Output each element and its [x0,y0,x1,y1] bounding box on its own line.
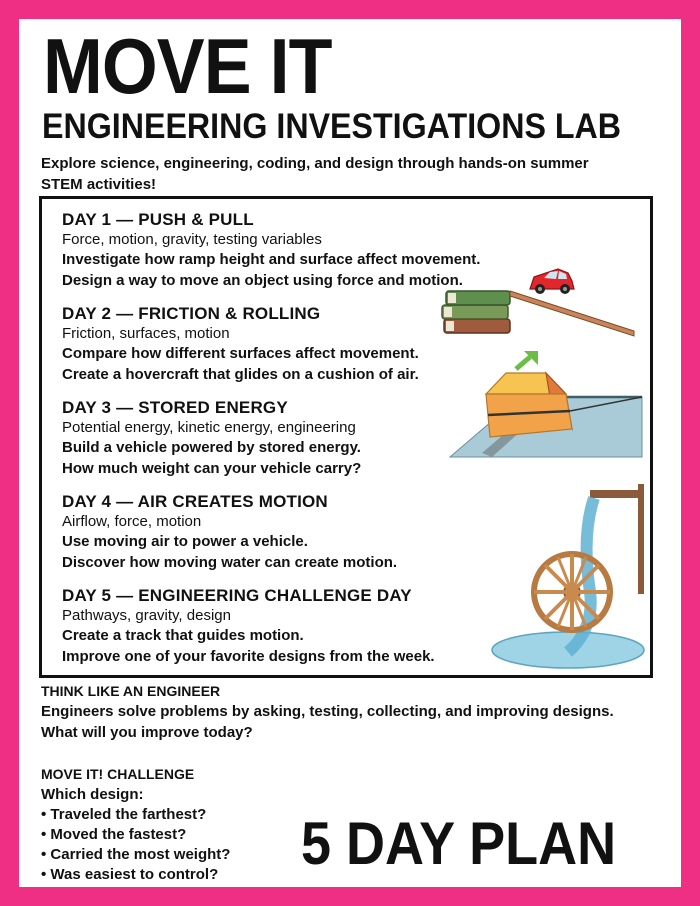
challenge-prompt: Which design: [41,786,144,803]
day-topics: Airflow, force, motion [62,513,202,530]
day-activity: Create a hovercraft that glides on a cushion of air. [62,366,419,383]
day-topics: Force, motion, gravity, testing variables [62,231,322,248]
list-item: • Carried the most weight? [41,845,230,865]
schedule-box [39,196,653,678]
ramp-icon [510,291,634,336]
day-title: DAY 2 — FRICTION & ROLLING [62,304,321,323]
worksheet-page [19,19,681,887]
water-wheel-icon [534,554,610,630]
day-3-block [62,397,361,479]
list-item: • Traveled the farthest? [41,805,230,825]
day-activity: Build a vehicle powered by stored energy. [62,439,361,456]
page-subtitle: ENGINEERING INVESTIGATIONS LAB [42,107,622,146]
day-activity: Create a track that guides motion. [62,627,304,644]
section-heading: MOVE IT! CHALLENGE [41,766,195,782]
day-topics: Friction, surfaces, motion [62,325,230,342]
day-2-block [62,303,419,385]
day-title: DAY 1 — PUSH & PULL [62,210,254,229]
list-item: • Was easiest to control? [41,865,230,885]
day-title: DAY 5 — ENGINEERING CHALLENGE DAY [62,586,412,605]
water-wheel-illustration [490,482,650,672]
day-title: DAY 4 — AIR CREATES MOTION [62,492,328,511]
books-ramp-car-illustration [440,261,640,343]
day-title: DAY 3 — STORED ENERGY [62,398,288,417]
section-text: Engineers solve problems by asking, testing, collecting, and improving designs. [41,703,614,720]
day-5-block [62,585,435,667]
day-4-block [62,491,397,573]
intro-line: STEM activities! [41,176,157,193]
arrow-up-right-icon [516,351,538,369]
section-text: What will you improve today? [41,724,253,741]
section-heading: THINK LIKE AN ENGINEER [41,683,221,699]
day-1-block [62,209,480,291]
challenge-list [41,805,230,885]
day-topics: Pathways, gravity, design [62,607,231,624]
day-activity: How much weight can your vehicle carry? [62,460,362,477]
plan-label: 5 DAY PLAN [301,810,617,877]
day-activity: Use moving air to power a vehicle. [62,533,308,550]
list-item: • Moved the fastest? [41,825,230,845]
day-activity: Investigate how ramp height and surface affect movement. [62,251,481,268]
page-title: MOVE IT [43,22,332,110]
day-activity: Improve one of your favorite designs from the week. [62,648,435,665]
day-activity: Compare how different surfaces affect movement. [62,345,419,362]
day-topics: Potential energy, kinetic energy, engineering [62,419,356,436]
challenge-section [41,765,230,885]
books-icon [442,291,510,333]
day-activity: Discover how moving water can create motion. [62,554,398,571]
think-section [41,682,614,743]
intro-text [41,153,671,195]
intro-line: Explore science, engineering, coding, and design through hands-on summer [41,155,589,172]
day-activity: Design a way to move an object using force and motion. [62,272,463,289]
car-icon [530,269,574,294]
block-sliding-surface-illustration [420,349,645,459]
